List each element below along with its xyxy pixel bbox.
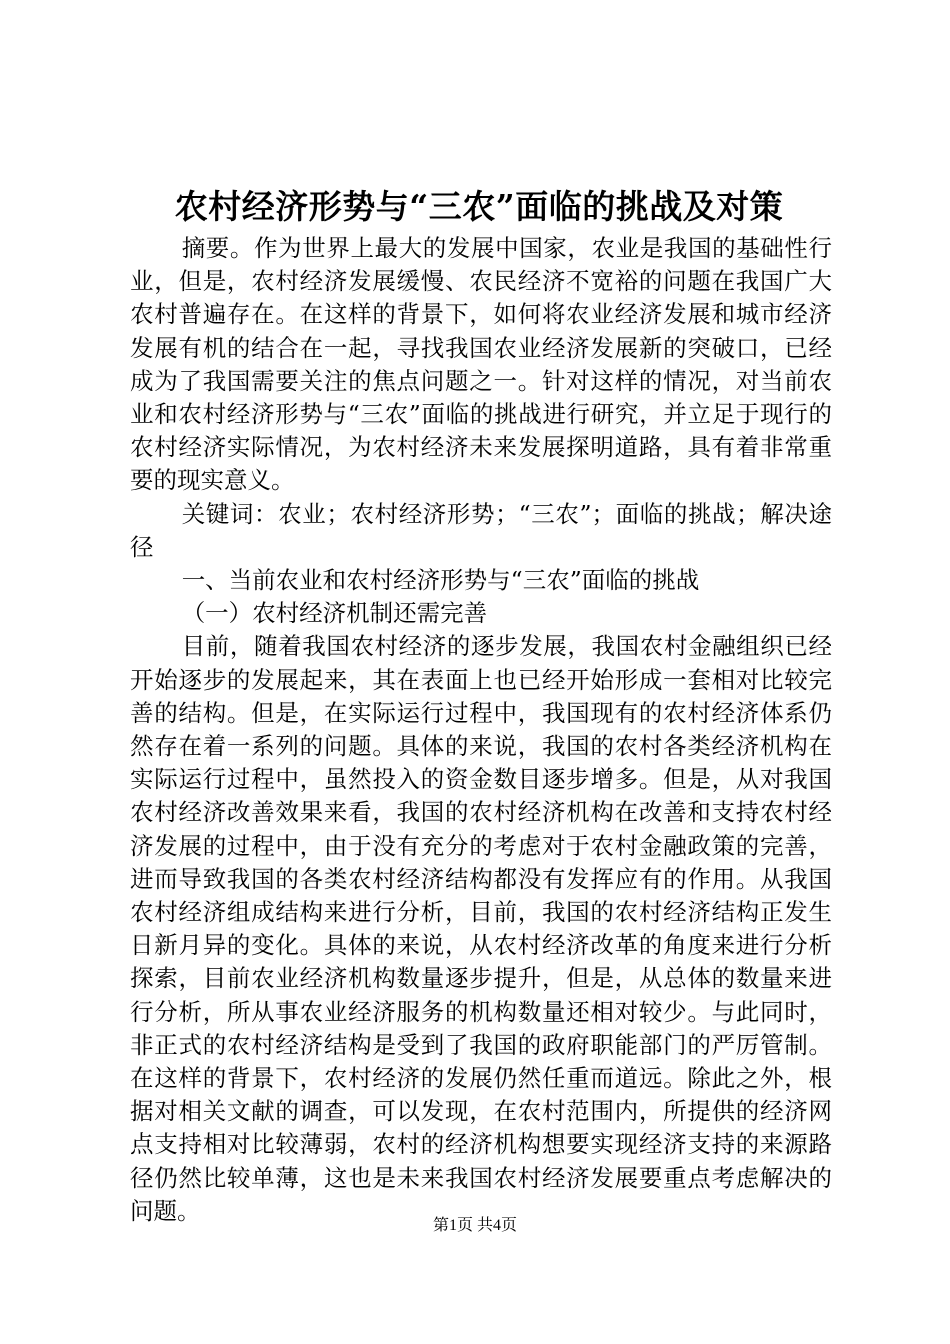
subsection-heading: （一）农村经济机制还需完善 bbox=[181, 599, 488, 628]
abstract-paragraph: 摘要。作为世界上最大的发展中国家，农业是我国的基础性行业，但是，农村经济发展缓慢、农民经济不宽裕的问题在我国广大农村普遍存在。在这样的背景下，如何将农业经济发展和城市经济发展有机的结合在一起，寻找我国农业经济发展新的突破口，已经成为了我国需要关注的焦点问题之一。针对这样的情况，对当前农业和农村经济形势与“三农”面临的挑战进行研究，并立足于现行的农村经济实际情况，为农村经济未来发展探明道路，具有着非常重要的现实意义。 bbox=[130, 234, 832, 495]
body-paragraph: 目前，随着我国农村经济的逐步发展，我国农村金融组织已经开始逐步的发展起来，其在表面上也已经开始形成一套相对比较完善的结构。但是，在实际运行过程中，我国现有的农村经济体系仍然存在着一系列的问题。具体的来说，我国的农村各类经济机构在实际运行过程中，虽然投入的资金数目逐步增多。但是，从对我国农村经济改善效果来看，我国的农村经济机构在改善和支持农村经济发展的过程中，由于没有充分的考虑对于农村金融政策的完善，进而导致我国的各类农村经济结构都没有发挥应有的作用。从我国农村经济组成结构来进行分析，目前，我国的农村经济结构正发生日新月异的变化。具体的来说，从农村经济改革的角度来进行分析探索，目前农业经济机构数量逐步提升，但是，从总体的数量来进行分析，所从事农业经济服务的机构数量还相对较少。与此同时，非正式的农村经济结构是受到了我国的政府职能部门的严厉管制。在这样的背景下，农村经济的发展仍然任重而道远。除此之外，根据对相关文献的调查，可以发现，在农村范围内，所提供的经济网点支持相对比较薄弱，农村的经济机构想要实现经济支持的来源路径仍然比较单薄，这也是未来我国农村经济发展要重点考虑解决的问题。 bbox=[130, 632, 832, 1225]
keywords-paragraph: 关键词：农业；农村经济形势；“三农”；面临的挑战；解决途径 bbox=[130, 499, 832, 561]
document-body bbox=[130, 232, 832, 1228]
page-footer: 第1页 共4页 bbox=[432, 1217, 517, 1234]
section-heading: 一、当前农业和农村经济形势与“三农”面临的挑战 bbox=[181, 566, 700, 595]
document-title: 农村经济形势与“三农”面临的挑战及对策 bbox=[174, 187, 784, 226]
